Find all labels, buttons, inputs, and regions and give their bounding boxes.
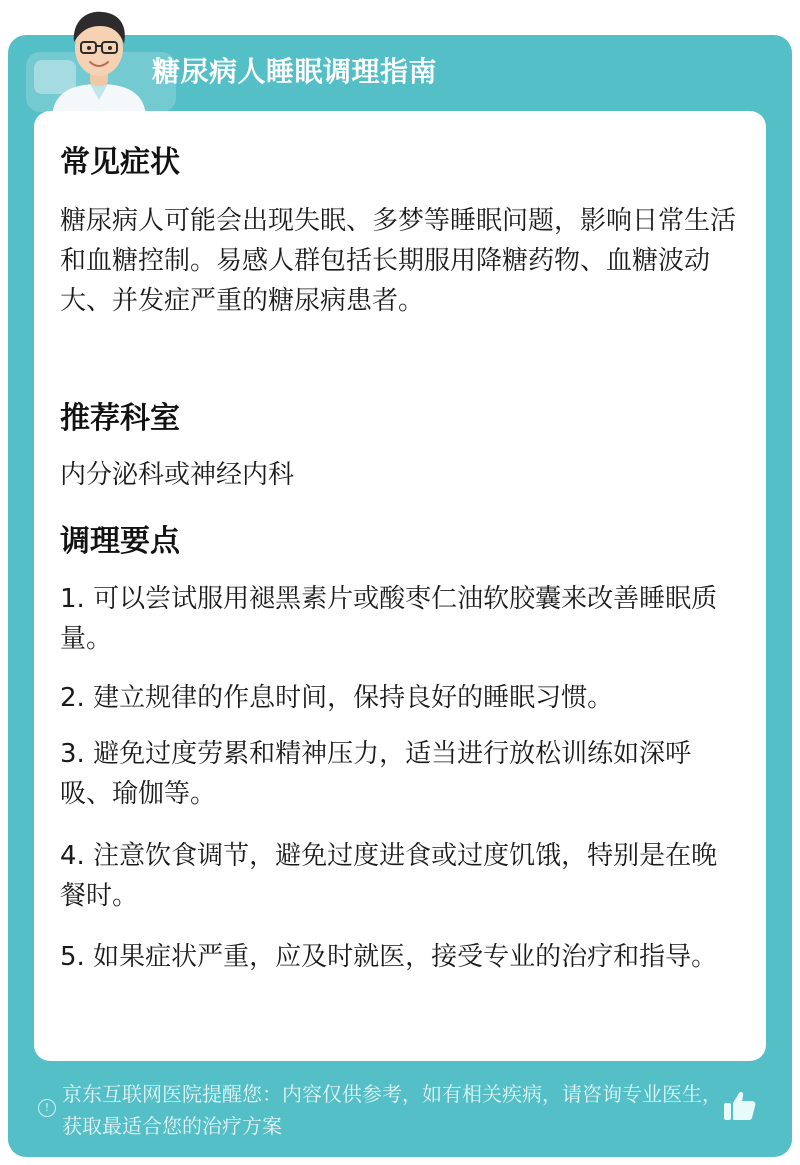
tip-item: 1. 可以尝试服用褪黑素片或酸枣仁油软胶囊来改善睡眠质量。 (60, 584, 718, 654)
symptoms-text: 糖尿病人可能会出现失眠、多梦等睡眠问题，影响日常生活和血糖控制。易感人群包括长期服用降糖药物、血糖波动大、并发症严重的糖尿病患者。 (60, 206, 737, 316)
section-title-symptoms: 常见症状 (60, 145, 180, 180)
doctor-avatar (44, 4, 154, 116)
section-title-department: 推荐科室 (60, 401, 180, 436)
page-title: 糖尿病人睡眠调理指南 (152, 55, 438, 88)
tip-item: 5. 如果症状严重，应及时就医，接受专业的治疗和指导。 (60, 942, 718, 972)
info-icon: ! (38, 1099, 56, 1117)
disclaimer-text: 京东互联网医院提醒您：内容仅供参考，如有相关疾病，请咨询专业医生，获取最适合您的治疗方案 (62, 1082, 722, 1138)
content-card (34, 111, 766, 1061)
thumbs-up-icon[interactable] (722, 1088, 758, 1124)
section-title-tips: 调理要点 (60, 524, 180, 559)
tip-item: 4. 注意饮食调节，避免过度进食或过度饥饿，特别是在晚餐时。 (60, 841, 718, 911)
department-text: 内分泌科或神经内科 (60, 460, 295, 490)
tip-item: 3. 避免过度劳累和精神压力，适当进行放松训练如深呼吸、瑜伽等。 (60, 739, 692, 809)
disclaimer-footer (36, 1078, 776, 1148)
tip-item: 2. 建立规律的作息时间，保持良好的睡眠习惯。 (60, 683, 614, 713)
